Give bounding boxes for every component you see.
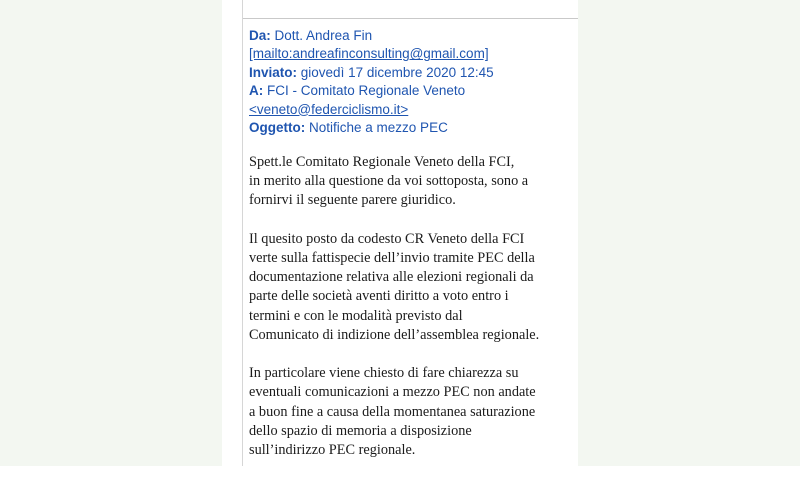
body-line: documentazione relativa alle elezioni regionali da	[249, 269, 534, 286]
email-header	[249, 27, 569, 137]
right-background-band	[578, 0, 800, 466]
bottom-strip	[0, 466, 800, 484]
body-line: Comunicato di indizione dell’assemblea regionale.	[249, 326, 540, 343]
body-paragraph-1	[249, 153, 569, 211]
body-line: eventuali comunicazioni a mezzo PEC non andate	[249, 384, 536, 401]
body-line: verte sulla fattispecie dell’invio tramite PEC della	[249, 250, 535, 266]
from-label: Da:	[249, 28, 271, 43]
body-paragraph-3	[249, 364, 569, 460]
from-name: Dott. Andrea Fin	[274, 28, 373, 43]
body-line: sull’indirizzo PEC regionale.	[249, 442, 416, 459]
from-row	[249, 27, 569, 45]
subject-row	[249, 119, 569, 137]
left-background-band	[0, 0, 222, 466]
sent-row	[249, 64, 569, 82]
body-line: termini e con le modalità previsto dal	[249, 307, 463, 324]
subject-value: Notifiche a mezzo PEC	[309, 120, 448, 136]
to-row	[249, 82, 569, 100]
body-line: In particolare viene chiesto di fare chiarezza su	[249, 365, 519, 382]
body-paragraph-2	[249, 230, 569, 345]
email-document	[222, 0, 578, 466]
body-line: Il quesito posto da codesto CR Veneto della FCI	[249, 230, 525, 247]
sent-value: giovedì 17 dicembre 2020 12:45	[300, 64, 494, 80]
from-mailto-link[interactable]: [mailto:andreafinconsulting@gmail.com]	[249, 46, 489, 62]
to-email-row	[249, 101, 569, 119]
sent-label: Inviato:	[249, 64, 298, 80]
body-line: fornirvi il seguente parere giuridico.	[249, 192, 456, 209]
body-line: dello spazio di memoria a disposizione	[249, 422, 472, 439]
email-body	[249, 153, 569, 466]
body-line: a buon fine a causa della momentanea saturazione	[249, 403, 536, 420]
body-line: parte delle società aventi diritto a voto entro i	[249, 288, 509, 305]
to-name: FCI - Comitato Regionale Veneto	[267, 83, 466, 99]
left-divider	[242, 0, 243, 466]
subject-label: Oggetto:	[249, 120, 306, 136]
body-line: Spett.le Comitato Regionale Veneto della FCI,	[249, 154, 515, 170]
body-line: in merito alla questione da voi sottoposta, sono a	[249, 173, 529, 190]
top-divider	[242, 18, 578, 19]
to-email-link[interactable]: <veneto@federciclismo.it>	[249, 101, 409, 117]
to-label: A:	[249, 83, 264, 99]
from-link-row	[249, 45, 569, 63]
